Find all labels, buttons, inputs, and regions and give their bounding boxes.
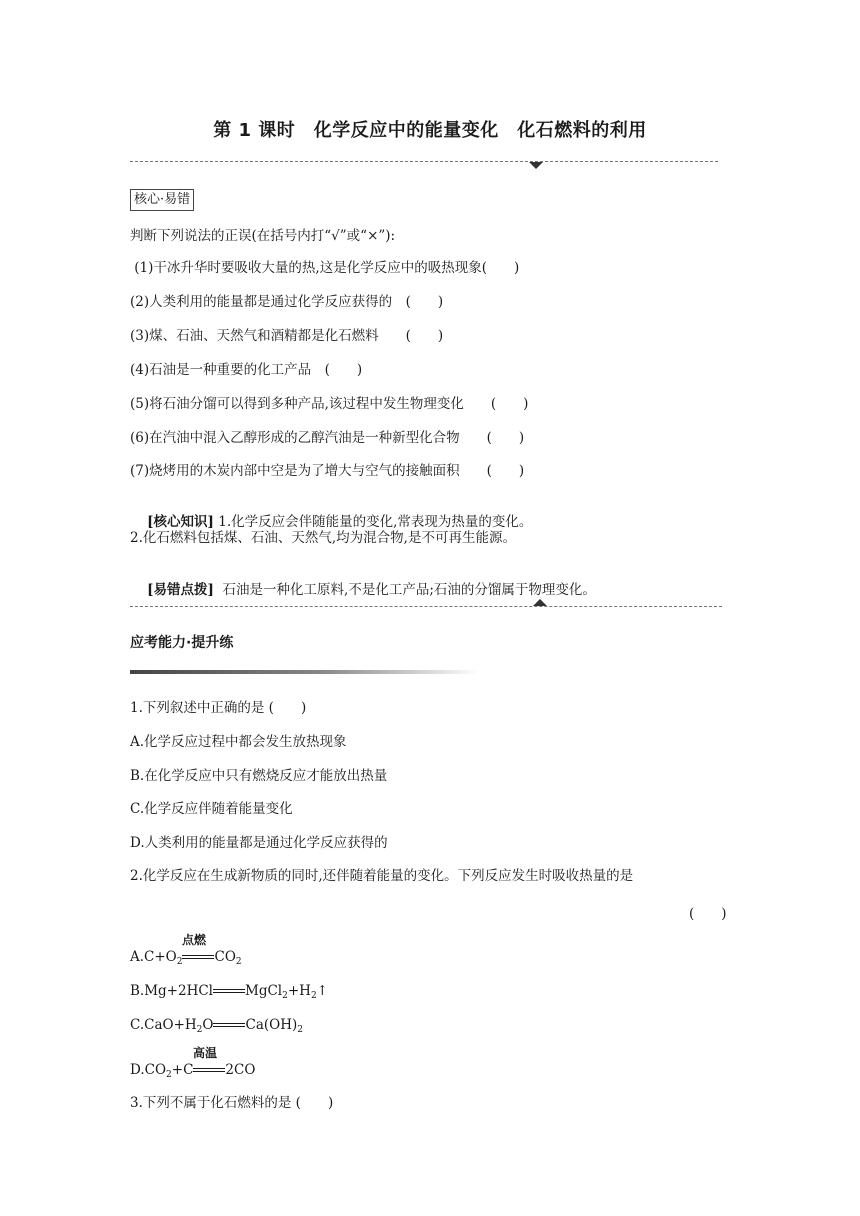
question-2-stem: 2.化学反应在生成新物质的同时,还伴随着能量的变化。下列反应发生时吸收热量的是 (130, 868, 634, 884)
judgment-item-2: (2)人类利用的能量都是通过化学反应获得的 ( ) (130, 294, 444, 310)
top-divider (130, 161, 718, 162)
error-tip-text: 石油是一种化工原料,不是化工产品;石油的分馏属于物理变化。 (213, 582, 596, 598)
judgment-item-5: (5)将石油分馏可以得到多种产品,该过程中发生物理变化 ( ) (130, 396, 529, 412)
question-1-stem: 1.下列叙述中正确的是 ( ) (130, 700, 307, 716)
question-1-option-b: B.在化学反应中只有燃烧反应才能放出热量 (130, 768, 388, 784)
judgment-item-4: (4)石油是一种重要的化工产品 ( ) (130, 362, 363, 378)
equation-b-equals-sign (213, 983, 245, 1001)
core-knowledge-2: 2.化石燃料包括煤、石油、天然气,均为混合物,是不可再生能源。 (130, 530, 516, 546)
equation-c-reactants-tail: O (202, 1017, 214, 1033)
instruction-text: 判断下列说法的正误(在括号内打“√”或“×”): (130, 228, 396, 244)
equation-c-product: Ca(OH) (245, 1017, 298, 1033)
question-2-option-c (130, 1016, 303, 1039)
equation-c-sub: 2 (196, 1025, 203, 1035)
equation-a-sub: 2 (176, 957, 183, 967)
question-2-option-d (130, 1061, 255, 1084)
divider-down-marker (529, 162, 543, 169)
equation-c-equals-sign (213, 1017, 245, 1035)
equation-c-reactants: C.CaO+H (130, 1017, 197, 1033)
page-title: 第 1 课时 化学反应中的能量变化 化石燃料的利用 (213, 120, 647, 141)
equation-a-product: CO (214, 949, 236, 965)
equation-d-equals-sign (193, 1062, 225, 1080)
error-tip-label: [易错点拨] (147, 582, 214, 598)
heading-underline-bar (130, 670, 480, 674)
equation-a-product-sub: 2 (235, 957, 242, 967)
question-2-option-a (130, 948, 242, 971)
equation-a-condition: 点燃 (182, 933, 207, 947)
equation-d-product: 2CO (225, 1062, 256, 1078)
question-1-option-a: A.化学反应过程中都会发生放热现象 (130, 734, 347, 750)
judgment-item-6: (6)在汽油中混入乙醇形成的乙醇汽油是一种新型化合物 ( ) (130, 430, 525, 446)
judgment-item-7: (7)烧烤用的木炭内部中空是为了增大与空气的接触面积 ( ) (130, 463, 525, 479)
equation-b-product-sub: 2 (282, 991, 288, 1001)
core-knowledge-label: [核心知识] (147, 514, 214, 530)
gas-up-arrow-icon: ↑ (316, 983, 328, 999)
section-tag-core-errors: 核心·易错 (130, 189, 194, 211)
equation-c-product-sub: 2 (297, 1025, 303, 1035)
question-1-option-d: D.人类利用的能量都是通过化学反应获得的 (130, 835, 388, 851)
equation-d-reactants: D.CO (130, 1062, 167, 1078)
equation-b-gas: +H (287, 983, 311, 999)
divider-up-marker (533, 599, 547, 606)
bottom-divider (130, 606, 722, 607)
equation-b-reactants: B.Mg+2HCl (130, 983, 213, 999)
question-2-answer-bracket: ( ) (689, 906, 727, 922)
question-1-option-c: C.化学反应伴随着能量变化 (130, 801, 293, 817)
equation-a-equals-sign (182, 949, 214, 967)
equation-b-gas-sub: 2 (310, 991, 317, 1001)
equation-d-reactants-tail: +C (171, 1062, 194, 1078)
section-heading-practice: 应考能力·提升练 (130, 635, 234, 651)
question-2-option-b (130, 982, 328, 1005)
equation-d-sub: 2 (166, 1070, 172, 1080)
judgment-item-1: (1)干冰升华时要吸收大量的热,这是化学反应中的吸热现象( ) (130, 260, 520, 276)
judgment-item-3: (3)煤、石油、天然气和酒精都是化石燃料 ( ) (130, 328, 444, 344)
equation-d-condition: 高温 (193, 1046, 218, 1060)
error-tip (130, 563, 596, 617)
core-knowledge-text-1: 1.化学反应会伴随能量的变化,常表现为热量的变化。 (213, 514, 533, 530)
equation-b-product: MgCl (245, 983, 283, 999)
question-3-stem: 3.下列不属于化石燃料的是 ( ) (130, 1095, 334, 1111)
equation-a-reactants: A.C+O (130, 949, 177, 965)
